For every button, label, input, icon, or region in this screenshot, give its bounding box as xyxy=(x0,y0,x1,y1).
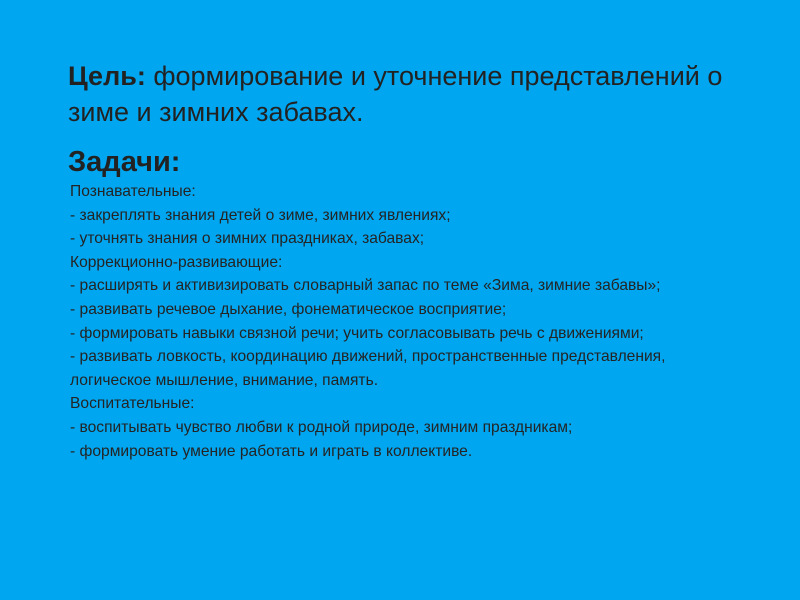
task-item: - развивать речевое дыхание, фонематическое восприятие; xyxy=(70,300,507,318)
task-group-title-educational: Воспитательные: xyxy=(70,395,195,413)
goal-text: формирование и уточнение представлений о зиме и зимних забавах. xyxy=(68,61,723,127)
task-item: - воспитывать чувство любви к родной природе, зимним праздникам; xyxy=(70,418,573,436)
goal-statement xyxy=(68,58,748,130)
tasks-list xyxy=(70,180,742,463)
task-item: - закреплять знания детей о зиме, зимних явлениях; xyxy=(70,206,451,224)
task-group-title-correctional: Коррекционно-развивающие: xyxy=(70,253,283,271)
task-item: - формировать умение работать и играть в коллективе. xyxy=(70,442,473,460)
task-item: - развивать ловкость, координацию движений, пространственные представления, логическое мышление, внимание, память. xyxy=(70,348,666,389)
task-item: - расширять и активизировать словарный запас по теме «Зима, зимние забавы»; xyxy=(70,277,661,295)
tasks-heading: Задачи: xyxy=(68,146,181,178)
task-item: - формировать навыки связной речи; учить согласовывать речь с движениями; xyxy=(70,324,644,342)
goal-label: Цель: xyxy=(68,61,146,91)
task-item: - уточнять знания о зимних праздниках, забавах; xyxy=(70,230,425,248)
task-group-title-cognitive: Познавательные: xyxy=(70,183,196,200)
